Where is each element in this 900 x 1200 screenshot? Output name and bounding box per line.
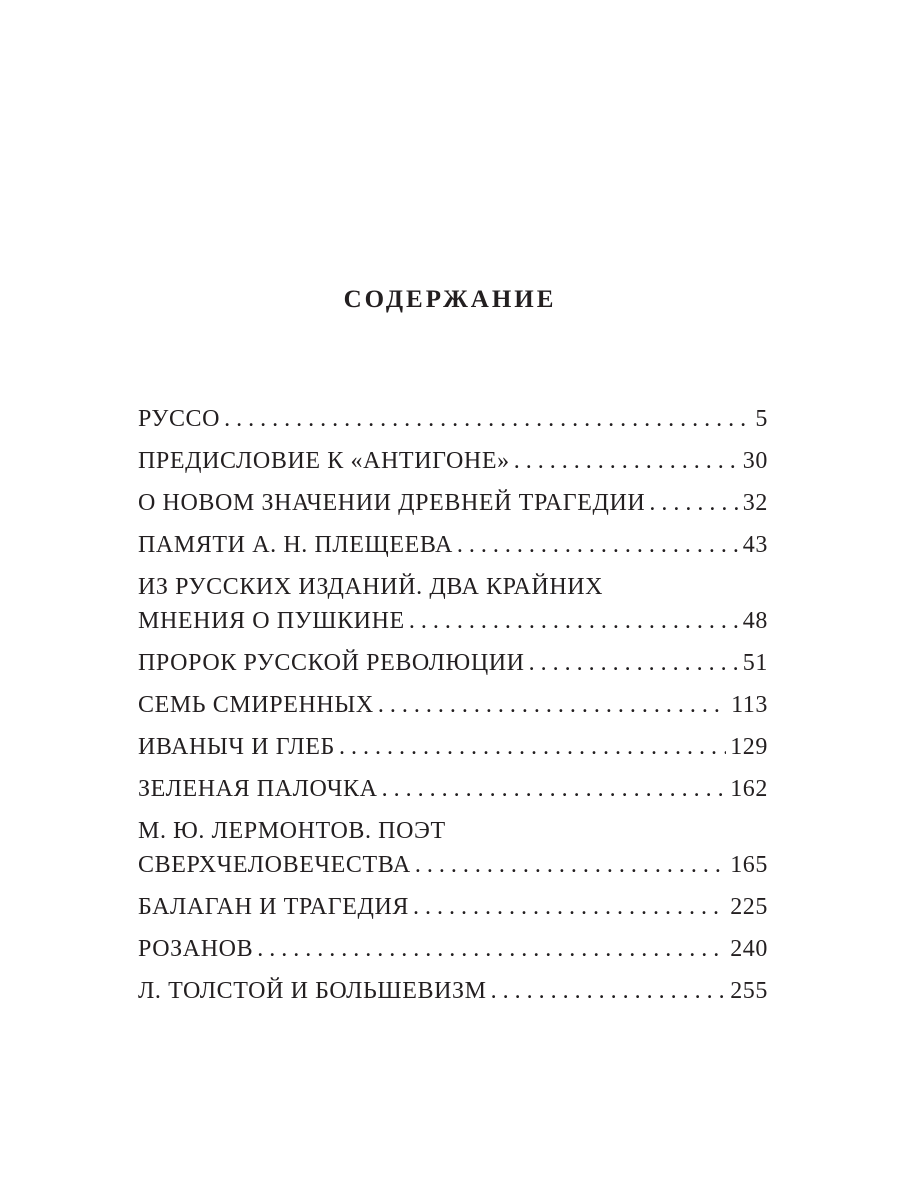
toc-entry-line xyxy=(138,772,768,806)
toc-entry-title: ИВАНЫЧ И ГЛЕБ xyxy=(138,734,335,760)
dot-leader xyxy=(491,974,727,1008)
toc-entry-line xyxy=(138,688,768,722)
toc-entry-page: 129 xyxy=(730,734,768,760)
toc-entry xyxy=(138,772,768,806)
toc-entry-line xyxy=(138,486,768,520)
toc-entry-title: РУССО xyxy=(138,406,221,432)
toc-entry-line xyxy=(138,848,768,882)
dot-leader xyxy=(382,772,727,806)
dot-leader xyxy=(457,528,739,562)
dot-leader xyxy=(257,932,726,966)
toc-entry-title-line: М. Ю. ЛЕРМОНТОВ. ПОЭТ xyxy=(138,818,446,844)
toc-entry-page: 51 xyxy=(742,650,768,676)
toc-entry-title: СВЕРХЧЕЛОВЕЧЕСТВА xyxy=(138,852,411,878)
toc-entry-line xyxy=(138,730,768,764)
toc-entry-page: 162 xyxy=(730,776,768,802)
dot-leader xyxy=(378,688,727,722)
toc-entry-page: 225 xyxy=(730,894,768,920)
toc-entry-page: 113 xyxy=(731,692,768,718)
dot-leader xyxy=(649,486,738,520)
toc-entry-line xyxy=(138,402,768,436)
toc-entry-page: 32 xyxy=(742,490,768,516)
toc-entry xyxy=(138,890,768,924)
toc-list xyxy=(138,402,768,1016)
toc-entry xyxy=(138,486,768,520)
toc-entry xyxy=(138,646,768,680)
toc-entry xyxy=(138,814,768,882)
toc-entry-line xyxy=(138,646,768,680)
toc-entry xyxy=(138,402,768,436)
toc-entry-title: БАЛАГАН И ТРАГЕДИЯ xyxy=(138,894,409,920)
toc-entry xyxy=(138,570,768,638)
toc-entry-title-line: ИЗ РУССКИХ ИЗДАНИЙ. ДВА КРАЙНИХ xyxy=(138,574,604,600)
dot-leader xyxy=(514,444,739,478)
dot-leader xyxy=(224,402,751,436)
dot-leader xyxy=(339,730,726,764)
toc-entry-line xyxy=(138,890,768,924)
toc-entry xyxy=(138,528,768,562)
toc-entry-title: О НОВОМ ЗНАЧЕНИИ ДРЕВНЕЙ ТРАГЕДИИ xyxy=(138,490,646,516)
toc-title: СОДЕРЖАНИЕ xyxy=(343,286,557,313)
toc-entry xyxy=(138,974,768,1008)
toc-entry xyxy=(138,688,768,722)
toc-entry-page: 48 xyxy=(742,608,768,634)
toc-entry-page: 240 xyxy=(730,936,768,962)
toc-entry-page: 43 xyxy=(742,532,768,558)
toc-entry-title: ЗЕЛЕНАЯ ПАЛОЧКА xyxy=(138,776,378,802)
toc-entry-page: 255 xyxy=(730,978,768,1004)
toc-entry-title: ПАМЯТИ А. Н. ПЛЕЩЕЕВА xyxy=(138,532,453,558)
dot-leader xyxy=(413,890,726,924)
toc-entry-page: 30 xyxy=(742,448,768,474)
toc-entry-page: 5 xyxy=(755,406,768,432)
dot-leader xyxy=(529,646,739,680)
toc-entry-line xyxy=(138,528,768,562)
toc-entry-title: Л. ТОЛСТОЙ И БОЛЬШЕВИЗМ xyxy=(138,978,487,1004)
toc-entry-title: ПРОРОК РУССКОЙ РЕВОЛЮЦИИ xyxy=(138,650,525,676)
toc-entry-title: МНЕНИЯ О ПУШКИНЕ xyxy=(138,608,405,634)
toc-entry-page: 165 xyxy=(730,852,768,878)
toc-entry-line xyxy=(138,932,768,966)
toc-entry-title: ПРЕДИСЛОВИЕ К «АНТИГОНЕ» xyxy=(138,448,510,474)
toc-entry-title: СЕМЬ СМИРЕННЫХ xyxy=(138,692,374,718)
dot-leader xyxy=(409,604,739,638)
toc-entry-title: РОЗАНОВ xyxy=(138,936,254,962)
toc-entry xyxy=(138,444,768,478)
toc-entry-line xyxy=(138,444,768,478)
toc-entry xyxy=(138,932,768,966)
toc-entry xyxy=(138,730,768,764)
toc-entry-line xyxy=(138,974,768,1008)
dot-leader xyxy=(415,848,726,882)
toc-entry-line xyxy=(138,604,768,638)
